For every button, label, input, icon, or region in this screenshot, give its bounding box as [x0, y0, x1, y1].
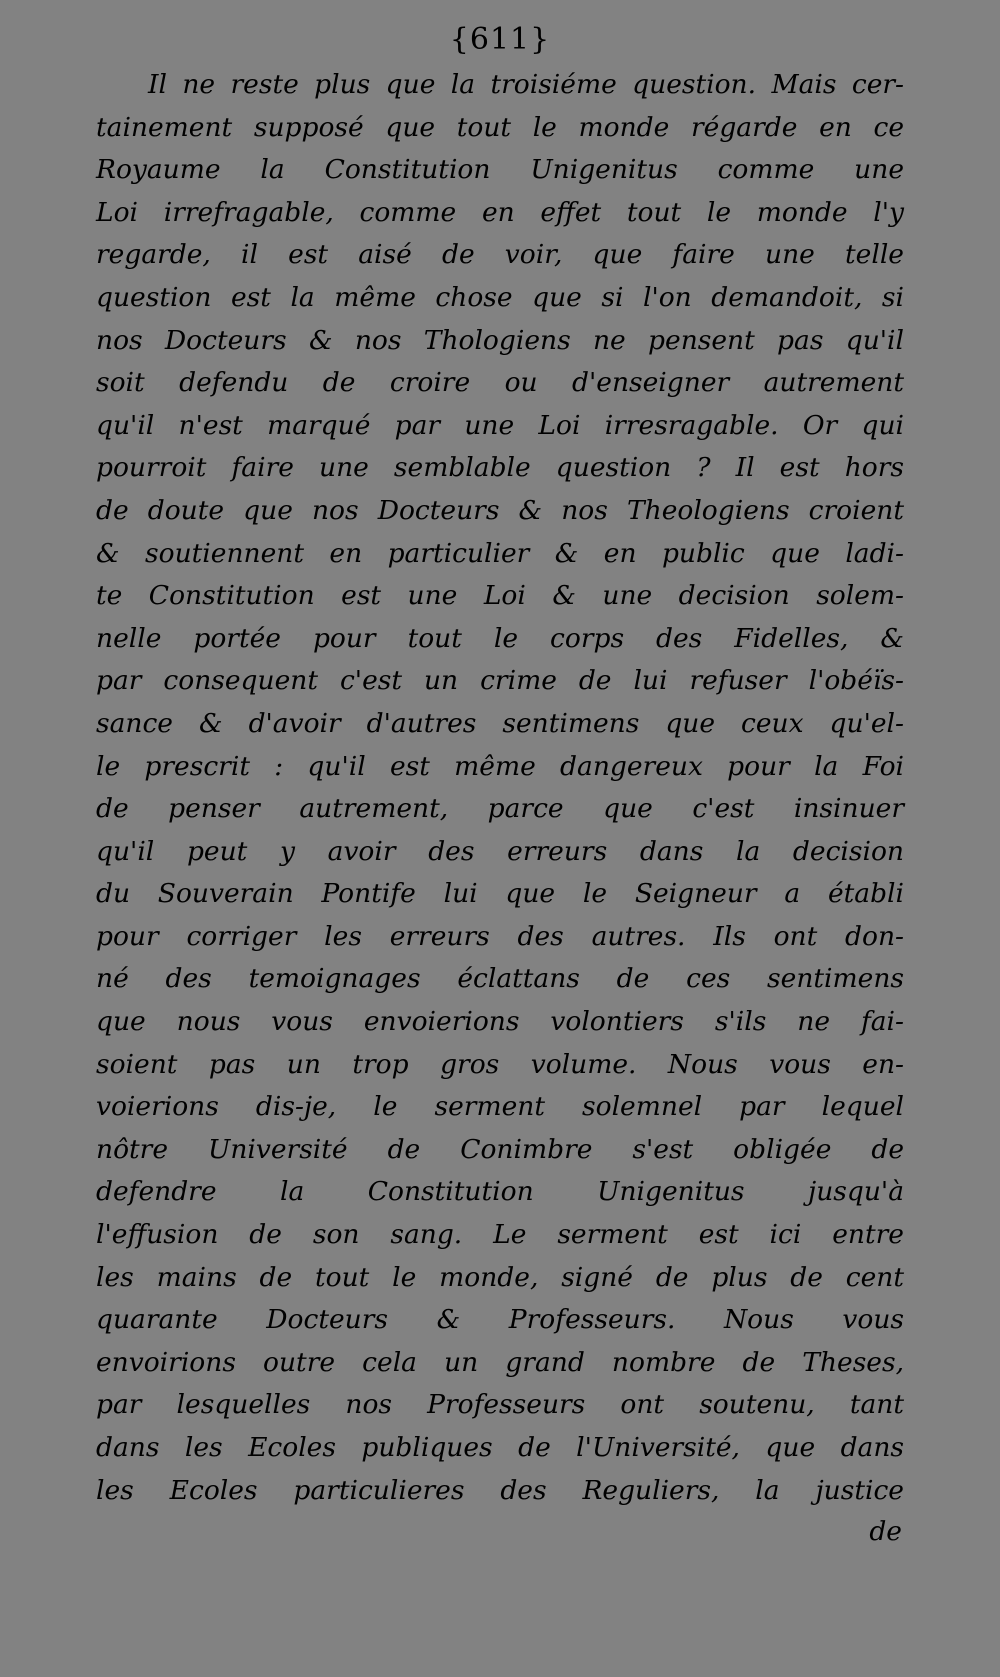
text-line: les mains de tout le monde, signé de plus de cent: [96, 1261, 904, 1293]
catchword: de: [869, 1516, 902, 1547]
text-line: envoirions outre cela un grand nombre de Theses,: [96, 1346, 904, 1378]
text-line: pour corriger les erreurs des autres. Ils ont don-: [96, 920, 904, 952]
text-line: voierions dis-je, le serment solemnel par lequel: [96, 1091, 904, 1123]
text-line: Royaume la Constitution Unigenitus comme une: [96, 154, 904, 186]
text-line: tainement supposé que tout le monde régarde en ce: [96, 111, 904, 143]
text-line: defendre la Constitution Unigenitus jusqu'à: [96, 1176, 904, 1208]
text-line: & soutiennent en particulier & en public que ladi-: [96, 537, 904, 569]
text-line: nelle portée pour tout le corps des Fidelles, &: [96, 622, 904, 654]
text-line: de doute que nos Docteurs & nos Theologiens croient: [96, 494, 904, 526]
text-line: nos Docteurs & nos Thologiens ne pensent pas qu'il: [96, 324, 904, 356]
text-line: question est la même chose que si l'on demandoit, si: [96, 281, 904, 313]
text-line: le prescrit : qu'il est même dangereux pour la Foi: [96, 750, 904, 782]
text-line: par lesquelles nos Professeurs ont soutenu, tant: [96, 1389, 904, 1421]
text-line: quarante Docteurs & Professeurs. Nous vous: [96, 1304, 904, 1336]
text-line: de penser autrement, parce que c'est insinuer: [96, 793, 904, 825]
text-line: l'effusion de son sang. Le serment est ici entre: [96, 1219, 904, 1251]
text-line: regarde, il est aisé de voir, que faire une telle: [96, 239, 904, 271]
text-line: soient pas un trop gros volume. Nous vous en-: [96, 1048, 904, 1080]
text-line: par consequent c'est un crime de lui refuser l'obéïs-: [96, 665, 904, 697]
text-line: dans les Ecoles publiques de l'Université, que dans: [96, 1432, 904, 1463]
text-line: qu'il peut y avoir des erreurs dans la decision: [96, 835, 904, 867]
text-line: Il ne reste plus que la troisiéme question. Mais cer-: [148, 69, 904, 100]
text-line: qu'il n'est marqué par une Loi irresragable. Or qui: [96, 409, 904, 441]
text-line: te Constitution est une Loi & une decision solem-: [96, 580, 904, 612]
text-line: pourroit faire une semblable question ? Il est hors: [96, 452, 904, 484]
text-line: né des temoignages éclattans de ces sentimens: [96, 963, 904, 995]
page-number: {611}: [449, 22, 551, 57]
text-line: nôtre Université de Conimbre s'est obligée de: [96, 1133, 904, 1165]
text-line: Loi irrefragable, comme en effet tout le monde l'y: [96, 196, 904, 228]
text-line: que nous vous envoierions volontiers s'ils ne fai-: [96, 1006, 904, 1038]
body-text: [96, 64, 904, 1512]
text-line: du Souverain Pontife lui que le Seigneur a établi: [96, 878, 904, 910]
text-line: soit defendu de croire ou d'enseigner autrement: [96, 367, 904, 399]
text-line: les Ecoles particulieres des Reguliers, la justice: [96, 1474, 904, 1506]
text-line: sance & d'avoir d'autres sentimens que ceux qu'el-: [96, 707, 904, 739]
